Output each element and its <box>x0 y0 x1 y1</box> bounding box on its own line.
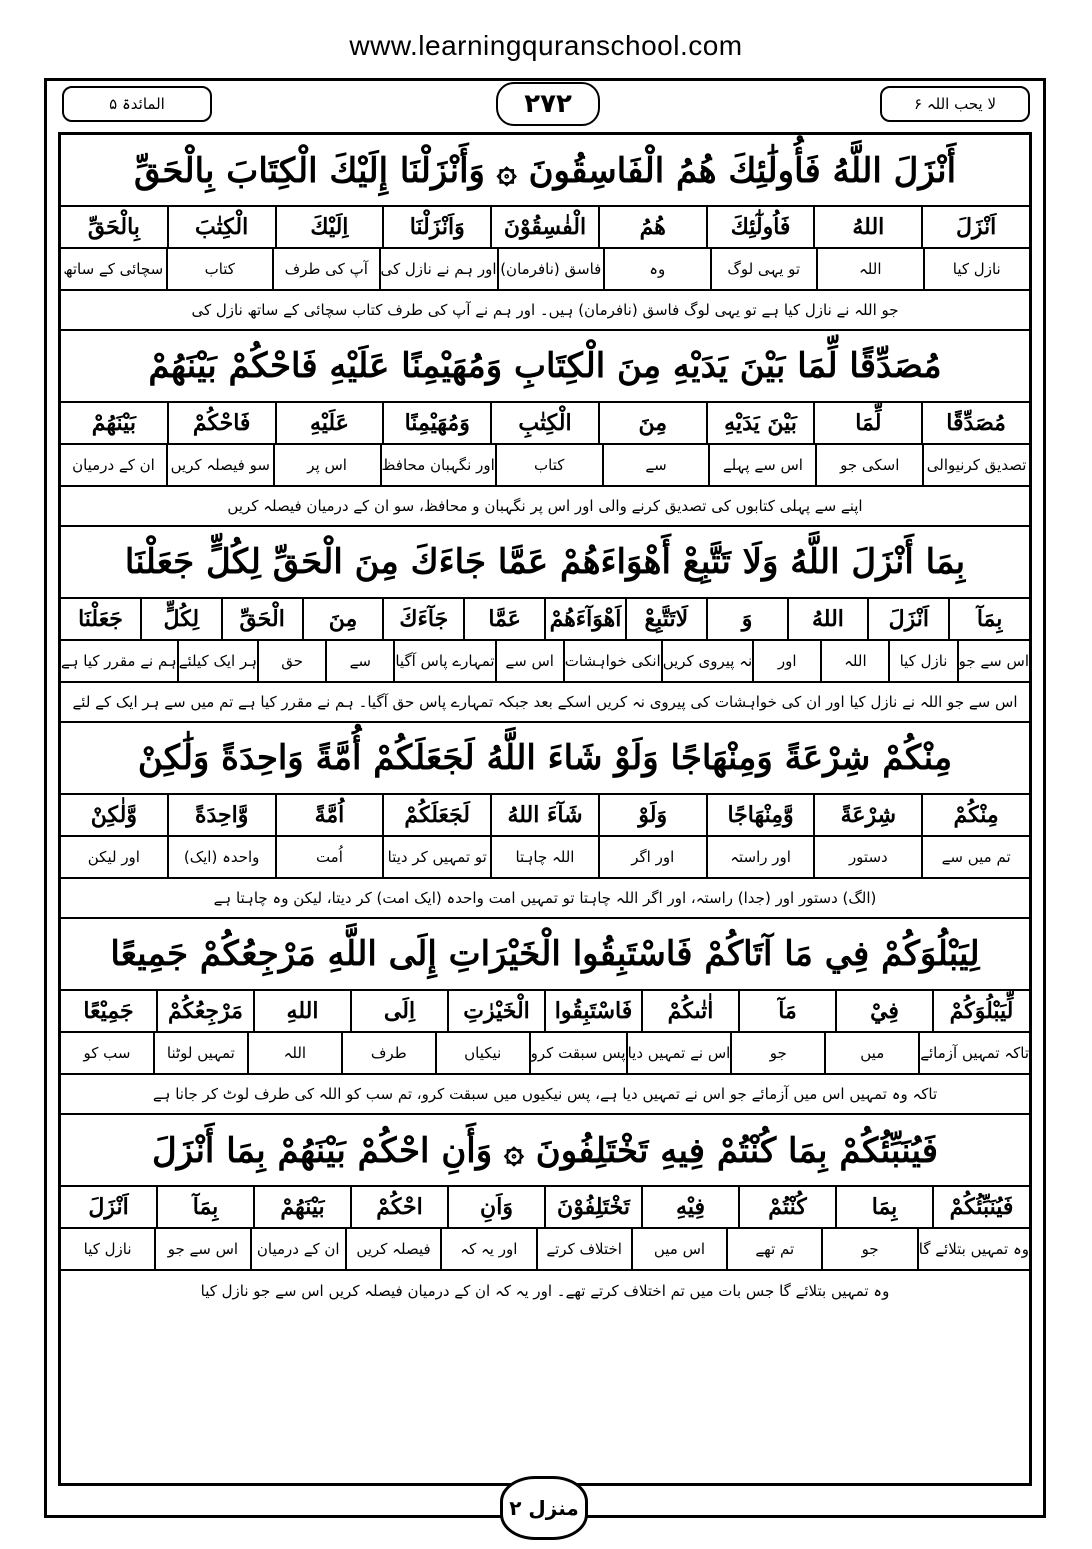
arabic-verse-line: فَيُنَبِّئُكُمْ بِمَا كُنْتُمْ فِيهِ تَخْتَلِفُونَ ۞ وَأَنِ احْكُمْ بَيْنَهُمْ بِمَا أَنْزَلَ <box>61 1115 1029 1187</box>
urdu-meaning-cell: انکی خواہشات <box>563 641 661 681</box>
para-label: لا یحب اللہ ۶ <box>880 86 1030 122</box>
meaning-row <box>61 641 1029 683</box>
arabic-word-cell: فَيُنَبِّئُكُمْ <box>932 1187 1029 1227</box>
urdu-meaning-cell: حق <box>257 641 325 681</box>
word-row <box>61 403 1029 445</box>
arabic-word-cell: مَآ <box>738 991 835 1031</box>
arabic-word-cell: بَيْنَهُمْ <box>91 410 136 436</box>
urdu-meaning-cell: اس سے پہلے <box>708 445 815 485</box>
arabic-word-cell: اِلَيْكَ <box>275 207 383 247</box>
arabic-word-cell: عَلَيْهِ <box>275 403 383 443</box>
arabic-word-cell: فَاسْتَبِقُوا <box>544 991 641 1031</box>
arabic-word-cell: بَيْنَهُمْ <box>253 1187 350 1227</box>
urdu-meaning-cell: سچائی کے ساتھ <box>63 260 164 278</box>
arabic-word-cell: الْحَقِّ <box>221 599 302 639</box>
urdu-meaning-cell: تو تمہیں کر دیتا <box>382 837 490 877</box>
urdu-meaning-cell: دستور <box>813 837 921 877</box>
word-row <box>61 795 1029 837</box>
urdu-meaning-cell: اور راستہ <box>706 837 814 877</box>
arabic-word-cell: وَّمِنْهَاجًا <box>706 795 814 835</box>
urdu-meaning-cell: تمہارے پاس آگیا <box>393 641 494 681</box>
arabic-word-cell: عَمَّا <box>463 599 544 639</box>
arabic-word-cell: كُنْتُمْ <box>738 1187 835 1227</box>
website-url: www.learningquranschool.com <box>349 30 743 61</box>
arabic-word-cell: جَعَلْنَا <box>78 606 123 632</box>
arabic-word-cell: اللهُ <box>813 207 921 247</box>
arabic-word-cell: اَنْزَلَ <box>867 599 948 639</box>
arabic-word-cell: وَّلٰكِنْ <box>90 802 137 828</box>
urdu-meaning-cell: سے <box>325 641 393 681</box>
urdu-meaning-cell: ہم نے مقرر کیا ہے <box>60 652 177 670</box>
urdu-meaning-cell: ان کے درمیان <box>72 456 155 474</box>
urdu-meaning-cell: ان کے درمیان <box>250 1229 345 1269</box>
arabic-word-cell: اللهُ <box>787 599 868 639</box>
arabic-word-cell: مَرْجِعُكُمْ <box>156 991 253 1031</box>
urdu-meaning-cell: نیکیاں <box>435 1033 529 1073</box>
word-row <box>61 1187 1029 1229</box>
urdu-meaning-cell: اللہ <box>820 641 888 681</box>
urdu-meaning-cell: اور یہ کہ <box>440 1229 535 1269</box>
arabic-word-cell: وَّاحِدَةً <box>167 795 275 835</box>
arabic-word-cell: مِنَ <box>302 599 383 639</box>
arabic-word-cell: الْفٰسِقُوْنَ <box>490 207 598 247</box>
urdu-meaning-cell: ہر ایک کیلئے <box>177 641 257 681</box>
urdu-meaning-cell: طرف <box>341 1033 435 1073</box>
arabic-word-cell: وَ <box>706 599 787 639</box>
arabic-word-cell: لَجَعَلَكُمْ <box>382 795 490 835</box>
arabic-word-cell: تَخْتَلِفُوْنَ <box>544 1187 641 1227</box>
urdu-meaning-cell: نازل کیا <box>923 249 1030 289</box>
arabic-verse-line: أَنْزَلَ اللَّهُ فَأُولَٰئِكَ هُمُ الْفَاسِقُونَ ۞ وَأَنْزَلْنَا إِلَيْكَ الْكِتَابَ بِالْحَقِّ <box>61 135 1029 207</box>
urdu-meaning-cell: اس میں <box>631 1229 726 1269</box>
urdu-meaning-cell: اس سے جو <box>957 641 1029 681</box>
arabic-verse-line: لِيَبْلُوَكُمْ فِي مَا آتَاكُمْ فَاسْتَبِقُوا الْخَيْرَاتِ إِلَى اللَّهِ مَرْجِعُكُمْ جَمِيعًا <box>61 919 1029 991</box>
urdu-meaning-cell: تم تھے <box>726 1229 821 1269</box>
arabic-word-cell: بَيْنَ يَدَيْهِ <box>706 403 814 443</box>
urdu-meaning-cell: اس پر <box>273 445 380 485</box>
urdu-meaning-cell: پس سبقت کرو <box>529 1033 626 1073</box>
arabic-word-cell: وَلَوْ <box>598 795 706 835</box>
arabic-word-cell: اٰتٰىكُمْ <box>641 991 738 1031</box>
urdu-translation-line: جو اللہ نے نازل کیا ہے تو یہی لوگ فاسق (نافرمان) ہیں۔ اور ہم نے آپ کی طرف کتاب سچائی کے ساتھ نازل کی <box>61 291 1029 331</box>
word-row <box>61 207 1029 249</box>
urdu-meaning-cell: اللہ <box>247 1033 341 1073</box>
urdu-meaning-cell: سے <box>602 445 709 485</box>
urdu-meaning-cell: اس سے <box>495 641 563 681</box>
arabic-word-cell: هُمُ <box>598 207 706 247</box>
urdu-meaning-cell: اسکی جو <box>815 445 922 485</box>
arabic-word-cell: اَهْوَآءَهُمْ <box>544 599 625 639</box>
urdu-meaning-cell: اور لیکن <box>87 848 140 866</box>
arabic-word-cell: فِيْهِ <box>641 1187 738 1227</box>
arabic-word-cell: فِيْ <box>835 991 932 1031</box>
arabic-verse-line: مُصَدِّقًا لِّمَا بَيْنَ يَدَيْهِ مِنَ الْكِتَابِ وَمُهَيْمِنًا عَلَيْهِ فَاحْكُمْ بَيْنَهُمْ <box>61 331 1029 403</box>
urdu-meaning-cell: سب کو <box>83 1044 131 1062</box>
urdu-translation-line: اپنے سے پہلی کتابوں کی تصدیق کرنے والی اور اس پر نگہبان و محافظ، سو ان کے درمیان فیصلہ کریں <box>61 487 1029 527</box>
surah-label: المائدۃ ۵ <box>62 86 212 122</box>
urdu-meaning-cell: وہ <box>603 249 710 289</box>
urdu-meaning-cell: فاسق (نافرمان) <box>497 249 604 289</box>
urdu-meaning-cell: اور <box>752 641 820 681</box>
arabic-verse-line: بِمَا أَنْزَلَ اللَّهُ وَلَا تَتَّبِعْ أَهْوَاءَهُمْ عَمَّا جَاءَكَ مِنَ الْحَقِّ لِكُلٍّ جَعَلْنَا <box>61 527 1029 599</box>
arabic-word-cell: وَاَنِ <box>447 1187 544 1227</box>
urdu-meaning-cell: نازل کیا <box>888 641 956 681</box>
urdu-meaning-cell: اس سے جو <box>154 1229 249 1269</box>
arabic-word-cell: الْكِتٰبَ <box>167 207 275 247</box>
arabic-word-cell: اَنْزَلَ <box>88 1194 129 1220</box>
arabic-word-cell: اَنْزَلَ <box>921 207 1029 247</box>
arabic-word-cell: بِالْحَقِّ <box>87 214 140 240</box>
arabic-word-cell: لِكُلٍّ <box>140 599 221 639</box>
arabic-word-cell: جَآءَكَ <box>382 599 463 639</box>
meaning-row <box>61 445 1029 487</box>
urdu-meaning-cell: اور اگر <box>598 837 706 877</box>
urdu-translation-line: (الگ) دستور اور (جدا) راستہ، اور اگر اللہ چاہتا تو تمہیں امت واحدہ (ایک امت) کر دیتا، لیکن وہ چاہتا ہے <box>61 879 1029 919</box>
meaning-row <box>61 249 1029 291</box>
urdu-meaning-cell: جو <box>821 1229 916 1269</box>
urdu-meaning-cell: اللہ <box>816 249 923 289</box>
arabic-word-cell: جَمِيْعًا <box>83 998 134 1024</box>
urdu-meaning-cell: اختلاف کرتے <box>536 1229 631 1269</box>
urdu-meaning-cell: اس نے تمہیں دیا <box>626 1033 731 1073</box>
urdu-meaning-cell: کتاب <box>166 249 273 289</box>
urdu-meaning-cell: تمہیں لوٹنا <box>153 1033 247 1073</box>
arabic-word-cell: اللهِ <box>253 991 350 1031</box>
urdu-meaning-cell: اور ہم نے نازل کی <box>379 249 497 289</box>
arabic-word-cell: وَمُهَيْمِنًا <box>382 403 490 443</box>
arabic-word-cell: اِلَى <box>350 991 447 1031</box>
arabic-word-cell: بِمَآ <box>156 1187 253 1227</box>
urdu-meaning-cell: آپ کی طرف <box>272 249 379 289</box>
arabic-word-cell: فَاُولٰٓئِكَ <box>706 207 814 247</box>
arabic-word-cell: الْخَيْرٰتِ <box>447 991 544 1031</box>
meaning-row <box>61 837 1029 879</box>
word-row <box>61 599 1029 641</box>
urdu-meaning-cell: نہ پیروی کریں <box>661 641 752 681</box>
word-row <box>61 991 1029 1033</box>
arabic-word-cell: شَآءَ اللهُ <box>490 795 598 835</box>
urdu-meaning-cell: کتاب <box>495 445 602 485</box>
urdu-meaning-cell: تو یہی لوگ <box>710 249 817 289</box>
arabic-word-cell: احْكُمْ <box>350 1187 447 1227</box>
urdu-meaning-cell: تصدیق کرنیوالی <box>922 445 1029 485</box>
page-number: ۲۷۲ <box>496 82 600 126</box>
urdu-translation-line: تاکہ وہ تمہیں اس میں آزمائے جو اس نے تمہیں دیا ہے، پس نیکیوں میں سبقت کرو، تم سب کو اللہ کی طرف لوٹ کر جانا ہے <box>61 1075 1029 1115</box>
urdu-meaning-cell: سو فیصلہ کریں <box>166 445 273 485</box>
meaning-row <box>61 1229 1029 1271</box>
arabic-word-cell: مِنَ <box>598 403 706 443</box>
urdu-translation-line: اس سے جو اللہ نے نازل کیا اور ان کی خواہشات کی پیروی نہ کریں اسکے بعد جبکہ تمہارے پاس حق آگیا۔ ہم نے مقرر کیا ہے تم میں سے ہر ایک کے لئے <box>61 683 1029 723</box>
arabic-word-cell: بِمَا <box>835 1187 932 1227</box>
arabic-word-cell: مُصَدِّقًا <box>921 403 1029 443</box>
arabic-word-cell: وَاَنْزَلْنَا <box>382 207 490 247</box>
urdu-translation-line: وہ تمہیں بتلائے گا جس بات میں تم اختلاف کرتے تھے۔ اور یہ کہ ان کے درمیان فیصلہ کریں اس سے جو نازل کیا <box>200 1282 890 1300</box>
urdu-meaning-cell: اللہ چاہتا <box>490 837 598 877</box>
urdu-meaning-cell: تاکہ تمہیں آزمائے <box>918 1033 1029 1073</box>
page-content <box>61 135 1029 1311</box>
urdu-meaning-cell: اور نگہبان محافظ <box>380 445 495 485</box>
arabic-word-cell: لِّمَا <box>813 403 921 443</box>
urdu-meaning-cell: اُمت <box>275 837 383 877</box>
arabic-word-cell: لَاتَتَّبِعْ <box>625 599 706 639</box>
arabic-word-cell: مِنْكُمْ <box>921 795 1029 835</box>
arabic-word-cell: بِمَآ <box>948 599 1029 639</box>
urdu-meaning-cell: جو <box>730 1033 824 1073</box>
urdu-meaning-cell: تم میں سے <box>921 837 1029 877</box>
urdu-meaning-cell: وہ تمہیں بتلائے گا <box>917 1229 1029 1269</box>
arabic-word-cell: الْكِتٰبِ <box>490 403 598 443</box>
arabic-word-cell: لِّيَبْلُوَكُمْ <box>932 991 1029 1031</box>
urdu-meaning-cell: واحدہ (ایک) <box>167 837 275 877</box>
urdu-meaning-cell: نازل کیا <box>83 1240 132 1258</box>
meaning-row <box>61 1033 1029 1075</box>
urdu-meaning-cell: میں <box>824 1033 918 1073</box>
arabic-word-cell: اُمَّةً <box>275 795 383 835</box>
arabic-word-cell: شِرْعَةً <box>813 795 921 835</box>
arabic-verse-line: مِنْكُمْ شِرْعَةً وَمِنْهَاجًا وَلَوْ شَاءَ اللَّهُ لَجَعَلَكُمْ أُمَّةً وَاحِدَةً وَلَٰكِنْ <box>61 723 1029 795</box>
urdu-meaning-cell: فیصلہ کریں <box>345 1229 440 1269</box>
manzil-badge: منزل ۲ <box>500 1476 588 1540</box>
arabic-word-cell: فَاحْكُمْ <box>167 403 275 443</box>
